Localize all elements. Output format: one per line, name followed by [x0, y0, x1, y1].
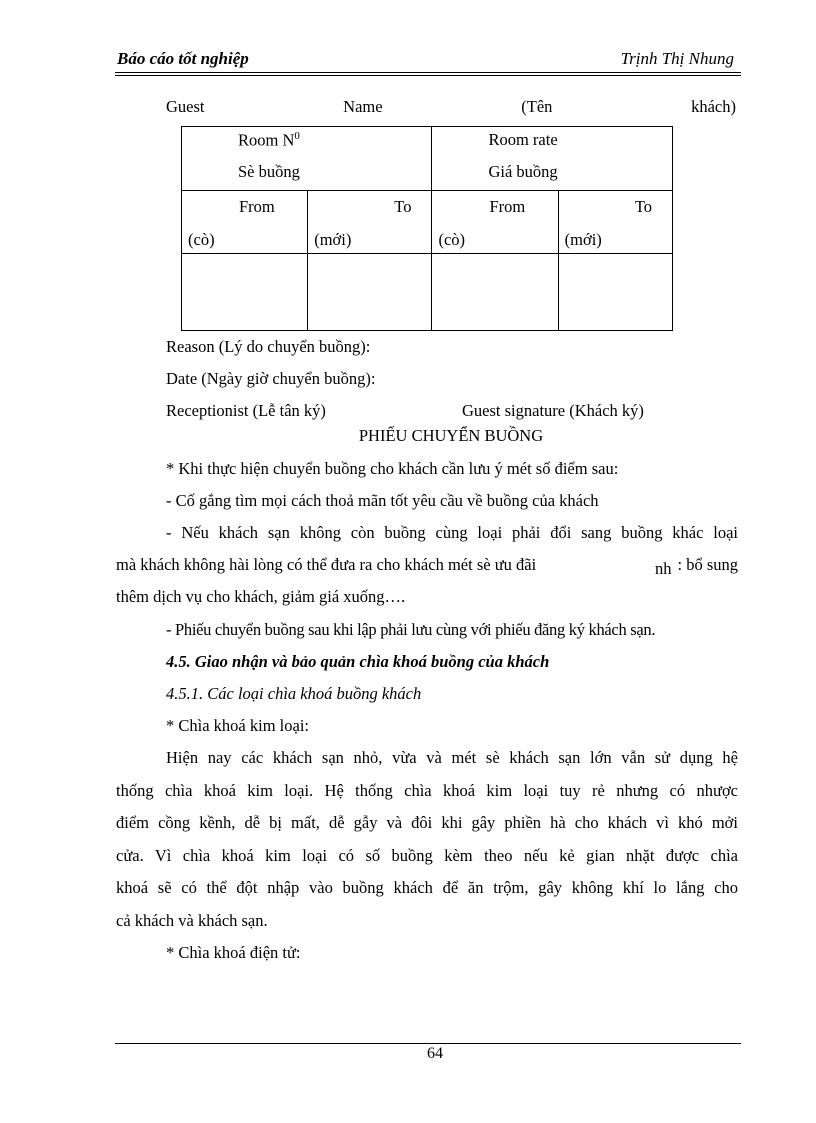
from-label: From: [489, 197, 526, 216]
header-author: Trịnh Thị Nhung: [620, 49, 734, 68]
section-heading: 4.5. Giao nhận và bảo quản chìa khoá buồng của khách: [166, 652, 550, 671]
page-number: 64: [427, 1045, 443, 1062]
room-number-cell: [182, 127, 432, 191]
guest-signature: Guest signature (Khách ký): [462, 401, 644, 420]
khach-word: khách): [691, 97, 736, 116]
header-report-title: Báo cáo tốt nghiệp: [117, 49, 249, 68]
paragraph-note: * Khi thực hiện chuyển buồng cho khách cần lưu ý mét số điểm sau:: [166, 459, 619, 478]
paragraph-point: - Phiếu chuyển buồng sau khi lập phải lưu cùng với phiếu đăng ký khách sạn.: [166, 620, 656, 639]
room-from-cell: [182, 191, 308, 254]
paragraph-body: cả khách và khách sạn.: [116, 911, 268, 930]
form-title: PHIẾU CHUYỂN BUỒNG: [358, 426, 544, 445]
footer-rule: [115, 1043, 741, 1044]
guest-name-line: [166, 97, 736, 117]
rate-from-cell: [432, 191, 558, 254]
room-rate-label: Room rate: [488, 130, 558, 149]
paragraph-body: Hiện nay các khách sạn nhỏ, vừa và mét sè khách sạn lớn vẫn sử dụng hệ: [166, 748, 738, 767]
reason-line: Reason (Lý do chuyển buồng):: [166, 337, 371, 356]
empty-cell: [558, 254, 672, 331]
name-word: Name: [343, 97, 383, 116]
receptionist-signature: Receptionist (Lễ tân ký): [166, 401, 326, 420]
paragraph-note: * Chìa khoá điện tử:: [166, 943, 301, 962]
date-line: Date (Ngày giờ chuyển buồng):: [166, 369, 376, 388]
to-label: To: [634, 197, 652, 216]
from-label: From: [239, 197, 275, 216]
new-label: (mới): [314, 230, 352, 249]
paragraph-point: - Nếu khách sạn không còn buồng cùng loại phải đổi sang buồng khác loại: [166, 523, 738, 542]
ten-word: (Tên: [521, 97, 553, 116]
rate-to-cell: [558, 191, 672, 254]
old-label: (cò): [188, 230, 215, 249]
subsection-heading: 4.5.1. Các loại chìa khoá buồng khách: [166, 684, 422, 703]
paragraph-body: cửa. Vì chìa khoá kim loại có số buồng kèm theo nếu kẻ gian nhặt được chìa: [116, 846, 738, 865]
paragraph-continuation: mà khách không hài lòng có thể đưa ra cho khách mét sè ưu đãi nh : bổ sung: [116, 555, 738, 578]
room-rate-cell: [432, 127, 673, 191]
paragraph-body: khoá sẽ có thể đột nhập vào buồng khách để ăn trộm, gây không khí lo lắng cho: [116, 878, 738, 897]
paragraph-continuation: thêm dịch vụ cho khách, giảm giá xuống….: [116, 587, 406, 606]
paragraph-body: thống chìa khoá kim loại. Hệ thống chìa khoá kim loại tuy rẻ nhưng có nhược: [116, 781, 738, 800]
guest-word: Guest: [166, 97, 205, 116]
room-number-label: Room $N^0$: [238, 130, 300, 150]
paragraph-body: điểm cồng kềnh, dễ bị mất, dễ gẫy và đôi khi gây phiền hà cho khách vì khó mởi: [116, 813, 738, 832]
room-number-label-vi: Sè buồng: [238, 162, 300, 181]
old-label: (cò): [438, 230, 466, 249]
empty-cell: [432, 254, 558, 331]
header-rule: [115, 72, 741, 73]
room-rate-label-vi: Giá buồng: [488, 162, 558, 181]
empty-cell: [182, 254, 308, 331]
room-to-cell: [308, 191, 432, 254]
header-rule-thin: [115, 75, 741, 76]
paragraph-point: - Cố gắng tìm mọi cách thoả mãn tốt yêu cầu về buồng của khách: [166, 491, 599, 510]
empty-cell: [308, 254, 432, 331]
new-label: (mới): [564, 230, 602, 249]
paragraph-note: * Chìa khoá kim loại:: [166, 716, 309, 735]
room-change-table: [181, 126, 673, 331]
to-label: To: [394, 197, 412, 216]
